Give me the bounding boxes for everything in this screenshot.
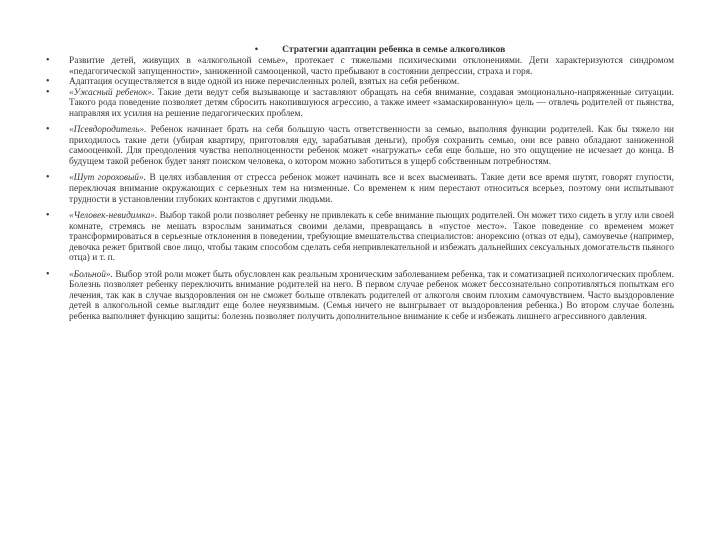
item-text: Развитие детей, живущих в «алкогольной семье», протекает с тяжелыми психическими отклонениями. Дети характеризуются синдромом «педагогической запущенности», заниженной самооценкой, часто пребывают в состоянии депрессии, страха и горя.: [69, 56, 674, 77]
item-role: «Шут гороховый».: [69, 173, 146, 184]
item-role: «Псевдородитель».: [69, 125, 147, 136]
list-item: [46, 173, 674, 205]
item-text: Такие дети ведут себя вызывающе и заставляют обращать на себя внимание, создавая эмоционально-напряженные ситуации. Такого рода поведение позволяет детям сбросить накопившуюся агрессию, а также имеет «замаскированную» цель — отвлечь родителей от пьянства, направляя их усилия на решение педагогических проблем.: [69, 87, 674, 119]
list-item: [46, 270, 674, 323]
item-role: «Больной».: [69, 269, 113, 280]
bullet: •: [46, 268, 50, 280]
list-item: [46, 211, 674, 264]
list-item: [46, 88, 674, 120]
item-role: «Человек-невидимка».: [69, 211, 158, 222]
bullet: •: [46, 172, 50, 184]
bullet: •: [46, 124, 50, 136]
item-text: Выбор этой роли может быть обусловлен как реальным хроническим заболеванием ребенка, так и соматизацией психологических проблем. Болезнь позволяет ребенку переключить внимание родителей на него. В первом случае ребенок может бессознательно сопротивляться попыткам его лечения, так как в случае выздоровления он не сможет больше отвлекать родителей от алкоголя своим плохим самочувствием. Часто выздоровление детей в алкогольной семье выглядит еще более неуязвимым. (Семья ничего не выигрывает от выздоровления ребенка.) Во втором случае болезнь ребенка выполняет функцию защиты: болезнь позволяет получить дополнительное внимание к себе и избежать лишнего агрессивного давления.: [69, 269, 674, 323]
list-item: [46, 56, 674, 77]
bullet: •: [46, 86, 50, 98]
bullet: •: [46, 55, 50, 66]
title-row: [46, 44, 674, 55]
page-title: Стратегии адаптации ребенка в семье алкоголиков: [282, 44, 506, 55]
item-text: Ребенок начинает брать на себя большую часть ответственности за семью, выполняя функции родителей. Как бы тяжело ни приходилось такие дети (убирая квартиру, приготовляя еду, зарабатывая деньги), пробуя сохранить семью, они все равно обладают заниженной самооценкой. Для преодоления чувства неполноценности ребенок может «нагружать» себя еще больше, но это ощущение не исчезает до конца. В будущем такой ребенок будет занят поиском человека, о котором можно заботиться в ущерб собственным потребностям.: [69, 125, 674, 167]
list-item: [46, 77, 674, 88]
item-role: «Ужасный ребенок».: [69, 87, 155, 98]
role-list: [46, 56, 674, 323]
bullet: •: [46, 76, 50, 88]
item-text: Адаптация осуществляется в виде одной из ниже перечисленных ролей, взятых на себя ребенком.: [69, 77, 460, 88]
item-text: Выбор такой роли позволяет ребенку не привлекать к себе внимание пьющих родителей. Он может тихо сидеть в углу или своей комнате, стремясь не мешать взрослым заниматься своими делами, превращаясь в «пустое место». Такое поведение со временем может трансформироваться в серьезные отклонения в поведении, требующие вмешательства специалистов: анорексию (отказ от еды), самоувечье (например, девочка режет бритвой свое лицо, чтобы таким способом сделать себя непривлекательной и избежать дальнейших сексуальных домогательств пьяного отца) и т. п.: [69, 211, 674, 264]
item-text: В целях избавления от стресса ребенок может начинать все и всех высмеивать. Такие дети все время шутят, говорят глупости, переключая внимание окружающих с серьезных тем на низменные. Со временем к ним перестают относиться всерьез, поэтому они испытывают трудности в установлении глубоких контактов с другими людьми.: [69, 173, 674, 205]
title-bullet: •: [254, 44, 259, 55]
bullet: •: [46, 210, 50, 222]
list-item: [46, 125, 674, 167]
